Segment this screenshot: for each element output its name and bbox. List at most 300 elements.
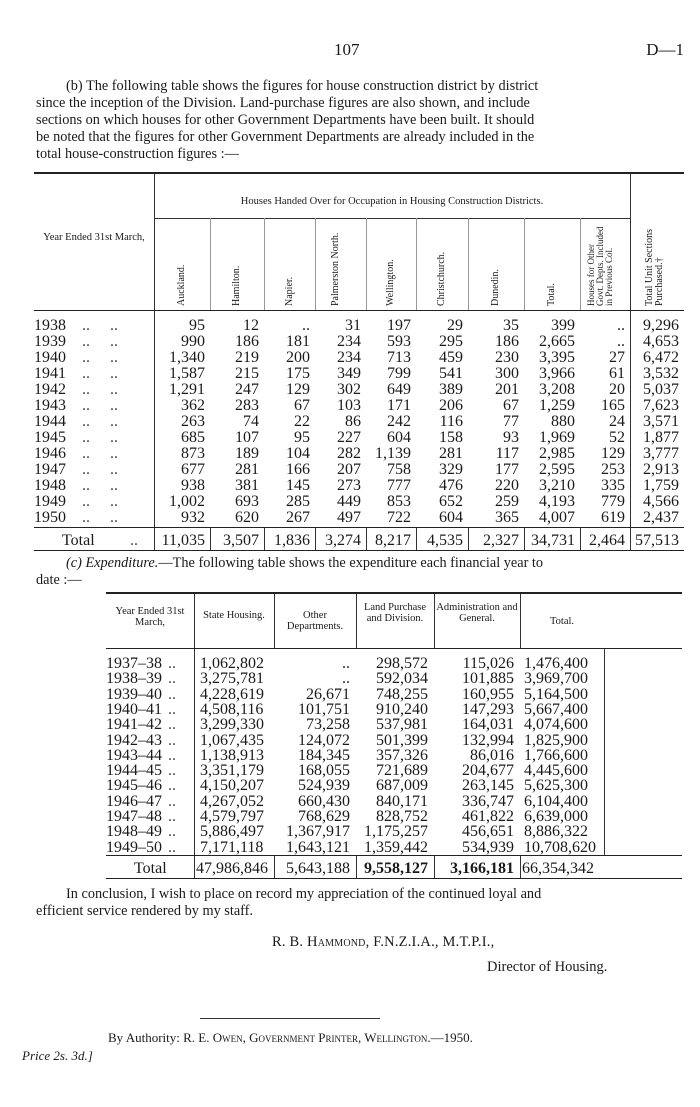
expenditure-table <box>106 592 682 879</box>
intro-line: total house-construction figures :— <box>36 146 239 162</box>
total-cell: 57,513 <box>635 532 679 549</box>
table-cell: 300 <box>495 365 519 382</box>
table-cell: 103 <box>337 397 361 414</box>
table-cell: 459 <box>439 349 463 366</box>
table-cell: 1,067,435 <box>200 731 264 749</box>
table-cell: 67 <box>503 397 519 414</box>
table-cell: 31 <box>345 317 361 334</box>
table-cell: 116 <box>439 413 463 430</box>
table-cell: 281 <box>235 461 259 478</box>
table-cell: 242 <box>387 413 411 430</box>
table-cell: 3,299,330 <box>200 716 264 734</box>
table-cell: 204,677 <box>462 762 514 780</box>
table-cell: 1,969 <box>539 429 575 446</box>
table-cell: 93 <box>503 429 519 446</box>
table-cell: 129 <box>286 381 310 398</box>
table-cell: 534,939 <box>462 838 514 856</box>
table-cell: .. <box>302 317 310 334</box>
table-cell: 129 <box>601 445 625 462</box>
table-cell: 281 <box>439 445 463 462</box>
column-header: State Housing. <box>203 610 265 621</box>
table-cell: 5,037 <box>643 381 679 398</box>
table-cell: 302 <box>337 381 361 398</box>
table-cell: 3,532 <box>643 365 679 382</box>
row-year: 1947 <box>34 461 66 478</box>
table-row: 1939–40 .. 4,228,619 26,671 748,255 160,955 5,164,500 <box>106 686 682 701</box>
table-cell: 35 <box>503 317 519 334</box>
table-cell: 1,002 <box>169 493 205 510</box>
table-cell: 799 <box>387 365 411 382</box>
table-row <box>34 509 684 525</box>
table-cell: 67 <box>294 397 310 414</box>
table-cell: 4,150,207 <box>200 777 264 795</box>
table-cell: 768,629 <box>298 808 350 825</box>
table-cell: 267 <box>286 509 310 526</box>
table-cell: 399 <box>551 317 575 334</box>
table-cell: 61 <box>609 365 625 382</box>
table-row <box>34 317 684 333</box>
document-reference: D—1 <box>646 40 684 59</box>
table-cell: 253 <box>601 461 625 478</box>
table-cell: 365 <box>495 509 519 526</box>
table-cell: 3,275,781 <box>200 670 264 688</box>
column-header: Napier. <box>283 276 295 306</box>
table-cell: 1,877 <box>643 429 679 446</box>
total-cell: 3,274 <box>325 532 361 549</box>
table-cell: 4,508,116 <box>200 700 264 718</box>
table-cell: 1,476,400 <box>524 655 588 672</box>
table-row: 1942–43 .. 1,067,435 124,072 501,399 132,994 1,825,900 <box>106 732 682 747</box>
table-cell: 3,966 <box>539 365 575 382</box>
table-cell: 7,623 <box>643 397 679 414</box>
table-cell: 4,267,052 <box>200 792 264 810</box>
table-cell: 840,171 <box>376 792 428 810</box>
table-cell: 6,104,400 <box>524 792 588 810</box>
table-cell: 95 <box>189 317 205 334</box>
table-cell: 2,985 <box>539 445 575 462</box>
row-leader: .. .. <box>82 333 118 350</box>
table-cell: 649 <box>387 381 411 398</box>
table-cell: 1,291 <box>169 381 205 398</box>
table-cell: 687,009 <box>376 777 428 795</box>
intro-paragraph <box>36 78 682 163</box>
table-cell: 27 <box>609 349 625 366</box>
table-cell: 758 <box>387 461 411 478</box>
table-cell: 6,639,000 <box>524 808 588 825</box>
row-year: 1937–38 <box>106 655 162 672</box>
row-year: 1938–39 <box>106 670 162 688</box>
table-cell: 158 <box>439 429 463 446</box>
table-cell: 145 <box>286 477 310 494</box>
table-cell: 873 <box>181 445 205 462</box>
total-cell: 3,166,181 <box>450 860 514 877</box>
conclusion-line: In conclusion, I wish to place on record my appreciation of the continued loyal and <box>66 886 542 902</box>
table-row: 1940–41 .. 4,508,116 101,751 910,240 147,293 5,667,400 <box>106 701 682 716</box>
table-cell: .. <box>342 670 350 688</box>
table-cell: 234 <box>337 349 361 366</box>
conclusion-paragraph <box>36 886 682 920</box>
column-header: Total. <box>546 283 557 306</box>
table-cell: 219 <box>235 349 259 366</box>
row-year: 1940–41 <box>106 700 162 718</box>
table-cell: 101,885 <box>462 670 514 688</box>
total-cell: 47,986,846 <box>196 860 268 877</box>
table-cell: 5,164,500 <box>524 685 588 703</box>
table-cell: 230 <box>495 349 519 366</box>
table-cell: 604 <box>387 429 411 446</box>
table-row: 1944–45 .. 3,351,179 168,055 721,689 204,677 4,445,600 <box>106 762 682 777</box>
table-cell: 4,007 <box>539 509 575 526</box>
table-cell: 389 <box>439 381 463 398</box>
row-year: 1946 <box>34 445 66 462</box>
table-cell: 263 <box>181 413 205 430</box>
total-label: Total <box>62 532 95 549</box>
table-cell: 197 <box>387 317 411 334</box>
table-cell: 880 <box>551 413 575 430</box>
row-leader: .. .. <box>82 461 118 478</box>
table-cell: 660,430 <box>298 792 350 810</box>
table-cell: 3,571 <box>643 413 679 430</box>
table-cell: 4,074,600 <box>524 716 588 734</box>
table-cell: 7,171,118 <box>200 838 264 856</box>
table-row <box>34 461 684 477</box>
table-cell: 3,210 <box>539 477 575 494</box>
intro-line: since the inception of the Division. Land-purchase figures are also shown, and include <box>36 95 530 111</box>
table-cell: 1,825,900 <box>524 731 588 749</box>
table-cell: 932 <box>181 509 205 526</box>
table-cell: 3,351,179 <box>200 762 264 780</box>
table-cell: 263,145 <box>462 777 514 795</box>
table-cell: 1,259 <box>539 397 575 414</box>
column-header: Hamilton. <box>231 265 242 306</box>
table-cell: .. <box>342 655 350 672</box>
table-cell: 779 <box>601 493 625 510</box>
row-year: 1946–47 <box>106 792 162 810</box>
table-cell: 101,751 <box>298 700 350 718</box>
column-header: Houses for Other Govt. Depts. Included in Previous Col. <box>586 226 614 306</box>
expenditure-paragraph <box>36 555 682 589</box>
table-cell: 165 <box>601 397 625 414</box>
total-cell: 2,464 <box>589 532 625 549</box>
table-cell: 722 <box>387 509 411 526</box>
table-cell: 171 <box>387 397 411 414</box>
row-year: 1943 <box>34 397 66 414</box>
column-header: Auckland. <box>176 264 187 306</box>
table-row <box>34 365 684 381</box>
table-cell: 2,595 <box>539 461 575 478</box>
table-cell: 1,175,257 <box>364 823 428 841</box>
row-year: 1941–42 <box>106 716 162 734</box>
table-cell: 247 <box>235 381 259 398</box>
table-row: 1943–44 .. 1,138,913 184,345 357,326 86,016 1,766,600 <box>106 747 682 762</box>
footer-divider <box>200 1018 380 1019</box>
column-header: Christchurch. <box>436 251 447 306</box>
row-year: 1942–43 <box>106 731 162 749</box>
total-cell: 8,217 <box>375 532 411 549</box>
table-cell: 335 <box>601 477 625 494</box>
row-year: 1949 <box>34 493 66 510</box>
district-table-header <box>34 174 684 310</box>
table-cell: 1,139 <box>375 445 411 462</box>
table-cell: 160,955 <box>462 685 514 703</box>
table-cell: 357,326 <box>376 746 428 764</box>
total-cell: 5,643,188 <box>286 860 350 877</box>
conclusion-line: efficient service rendered by my staff. <box>36 903 254 919</box>
table-cell: 201 <box>495 381 519 398</box>
table-cell: 5,625,300 <box>524 777 588 795</box>
table-cell: 449 <box>337 493 361 510</box>
table-cell: 497 <box>337 509 361 526</box>
group-header: Houses Handed Over for Occupation in Housing Construction Districts. <box>240 196 544 207</box>
row-leader: .. .. <box>82 397 118 414</box>
row-leader: .. .. <box>82 429 118 446</box>
table-cell: 177 <box>495 461 519 478</box>
row-year: 1943–44 <box>106 746 162 764</box>
table-row <box>34 397 684 413</box>
column-header: Year Ended 31st March, <box>115 606 185 628</box>
row-leader: .. .. <box>82 349 118 366</box>
signature-name: R. B. Hammond, F.N.Z.I.A., M.T.P.I., <box>272 934 495 950</box>
table-cell: 592,034 <box>376 670 428 688</box>
table-cell: 748,255 <box>376 685 428 703</box>
district-table <box>34 172 684 551</box>
table-cell: 52 <box>609 429 625 446</box>
table-cell: 938 <box>181 477 205 494</box>
table-cell: 282 <box>337 445 361 462</box>
table-cell: 10,708,620 <box>524 838 596 856</box>
table-cell: 8,886,322 <box>524 823 588 841</box>
column-header: Other Departments. <box>286 610 344 632</box>
table-cell: 910,240 <box>376 700 428 718</box>
table-cell: 2,913 <box>643 461 679 478</box>
table-cell: 9,296 <box>643 317 679 334</box>
row-year: 1941 <box>34 365 66 382</box>
row-year: 1938 <box>34 317 66 334</box>
table-cell: 220 <box>495 477 519 494</box>
table-cell: 349 <box>337 365 361 382</box>
table-cell: 73,258 <box>306 716 350 734</box>
table-cell: 4,566 <box>643 493 679 510</box>
table-cell: 1,359,442 <box>364 838 428 856</box>
row-year: 1947–48 <box>106 808 162 825</box>
table-cell: 1,759 <box>643 477 679 494</box>
total-cell: 1,836 <box>274 532 310 549</box>
table-cell: 132,994 <box>462 731 514 749</box>
table-cell: 29 <box>447 317 463 334</box>
table-cell: 200 <box>286 349 310 366</box>
table-row <box>34 381 684 397</box>
table-cell: 362 <box>181 397 205 414</box>
table-cell: 186 <box>235 333 259 350</box>
table-cell: 104 <box>286 445 310 462</box>
table-cell: 541 <box>439 365 463 382</box>
table-cell: 693 <box>235 493 259 510</box>
table-row: 1938–39 .. 3,275,781 .. 592,034 101,885 3,969,700 <box>106 670 682 685</box>
table-cell: 1,138,913 <box>200 746 264 764</box>
table-cell: 175 <box>286 365 310 382</box>
table-cell: 259 <box>495 493 519 510</box>
table-cell: 476 <box>439 477 463 494</box>
table-cell: 721,689 <box>376 762 428 780</box>
row-year: 1950 <box>34 509 66 526</box>
row-year: 1945 <box>34 429 66 446</box>
table-cell: 461,822 <box>462 808 514 825</box>
table-cell: 3,395 <box>539 349 575 366</box>
table-cell: 189 <box>235 445 259 462</box>
table-cell: 652 <box>439 493 463 510</box>
district-table-total-row: Total .. 11,035 3,507 1,836 3,274 8,217 4,535 2,327 34,731 2,464 57,513 <box>34 528 684 550</box>
table-cell: 86,016 <box>470 746 514 764</box>
table-cell: 381 <box>235 477 259 494</box>
table-cell: 4,653 <box>643 333 679 350</box>
table-cell: 713 <box>387 349 411 366</box>
signature-title: Director of Housing. <box>487 959 608 975</box>
table-cell: 1,340 <box>169 349 205 366</box>
table-cell: 24 <box>609 413 625 430</box>
table-cell: 685 <box>181 429 205 446</box>
column-header: Total. <box>549 616 575 627</box>
table-cell: 95 <box>294 429 310 446</box>
table-row: 1946–47 .. 4,267,052 660,430 840,171 336,747 6,104,400 <box>106 793 682 808</box>
table-cell: 107 <box>235 429 259 446</box>
row-leader: .. .. <box>82 477 118 494</box>
row-leader: .. .. <box>82 317 118 334</box>
row-year: 1945–46 <box>106 777 162 795</box>
total-cell: 2,327 <box>483 532 519 549</box>
table-row: 1937–38 .. 1,062,802 .. 298,572 115,026 1,476,400 <box>106 655 682 670</box>
table-cell: 3,969,700 <box>524 670 588 688</box>
total-label: Total <box>134 860 167 877</box>
table-cell: 207 <box>337 461 361 478</box>
total-cell: 4,535 <box>427 532 463 549</box>
table-cell: 215 <box>235 365 259 382</box>
table-cell: 285 <box>286 493 310 510</box>
row-leader: .. .. <box>82 509 118 526</box>
total-cell: 34,731 <box>531 532 575 549</box>
district-table-body <box>34 317 684 527</box>
table-cell: 4,193 <box>539 493 575 510</box>
price-note: Price 2s. 3d.] <box>22 1048 93 1063</box>
table-cell: 147,293 <box>462 700 514 718</box>
table-cell: 3,777 <box>643 445 679 462</box>
table-row <box>34 493 684 509</box>
table-cell: 1,587 <box>169 365 205 382</box>
table-cell: 12 <box>243 317 259 334</box>
table-row <box>34 349 684 365</box>
expenditure-table-body <box>106 655 682 855</box>
table-cell: 74 <box>243 413 259 430</box>
table-cell: 5,667,400 <box>524 700 588 718</box>
row-year: 1948 <box>34 477 66 494</box>
expenditure-table-header <box>106 594 682 648</box>
table-cell: 1,643,121 <box>286 838 350 856</box>
table-cell: 524,939 <box>298 777 350 795</box>
table-cell: 777 <box>387 477 411 494</box>
table-cell: .. <box>617 333 625 350</box>
table-cell: 1,766,600 <box>524 746 588 764</box>
table-row <box>34 429 684 445</box>
expenditure-line2: date :— <box>36 572 82 588</box>
expenditure-table-total-row <box>106 856 682 878</box>
authority-prefix: By Authority: <box>108 1030 180 1045</box>
table-cell: 2,665 <box>539 333 575 350</box>
table-cell: 184,345 <box>298 746 350 764</box>
expenditure-label: (c) Expenditure. <box>66 555 159 571</box>
table-cell: 164,031 <box>462 716 514 734</box>
year-column-header: Year Ended 31st March, <box>43 232 145 243</box>
total-cell: 66,354,342 <box>522 860 594 877</box>
table-cell: 2,437 <box>643 509 679 526</box>
table-cell: 1,062,802 <box>200 655 264 672</box>
table-cell: 537,981 <box>376 716 428 734</box>
table-cell: 298,572 <box>376 655 428 672</box>
table-cell: 5,886,497 <box>200 823 264 841</box>
table-cell: 501,399 <box>376 731 428 749</box>
row-year: 1940 <box>34 349 66 366</box>
table-cell: 456,651 <box>462 823 514 841</box>
table-cell: 283 <box>235 397 259 414</box>
row-year: 1939–40 <box>106 685 162 703</box>
row-leader: .. .. <box>82 413 118 430</box>
authority-text: R. E. Owen, Government Printer, Wellington.—1950. <box>183 1030 473 1045</box>
table-cell: .. <box>617 317 625 334</box>
row-year: 1939 <box>34 333 66 350</box>
table-cell: 26,671 <box>306 685 350 703</box>
table-cell: 4,579,797 <box>200 808 264 825</box>
intro-line: (b) The following table shows the figures for house construction district by district <box>66 78 539 94</box>
table-cell: 990 <box>181 333 205 350</box>
column-header: Land Purchase and Division. <box>363 602 427 624</box>
total-cell: 3,507 <box>223 532 259 549</box>
table-row <box>34 477 684 493</box>
table-row: 1941–42 .. 3,299,330 73,258 537,981 164,031 4,074,600 <box>106 716 682 731</box>
table-cell: 4,228,619 <box>200 685 264 703</box>
table-row: 1947–48 .. 4,579,797 768,629 828,752 461,822 6,639,000 <box>106 808 682 823</box>
row-year: 1944–45 <box>106 762 162 780</box>
table-cell: 4,445,600 <box>524 762 588 780</box>
table-row: 1949–50 .. 7,171,118 1,643,121 1,359,442 534,939 10,708,620 <box>106 839 682 854</box>
table-row <box>34 413 684 429</box>
column-header: Total Unit Sections Purchased.† <box>644 228 665 306</box>
table-cell: 273 <box>337 477 361 494</box>
row-year: 1942 <box>34 381 66 398</box>
column-header: Wellington. <box>385 259 396 306</box>
table-row: 1948–49 .. 5,886,497 1,367,917 1,175,257 456,651 8,886,322 <box>106 823 682 838</box>
table-cell: 166 <box>286 461 310 478</box>
table-cell: 186 <box>495 333 519 350</box>
table-cell: 206 <box>439 397 463 414</box>
table-cell: 115,026 <box>462 655 514 672</box>
table-cell: 117 <box>495 445 519 462</box>
intro-line: sections on which houses for other Government Departments have been built. It should <box>36 112 535 128</box>
table-cell: 20 <box>609 381 625 398</box>
table-row <box>34 333 684 349</box>
authority-line <box>108 1030 473 1046</box>
table-cell: 853 <box>387 493 411 510</box>
row-leader: .. .. <box>82 365 118 382</box>
table-cell: 181 <box>286 333 310 350</box>
table-cell: 168,055 <box>298 762 350 780</box>
table-cell: 227 <box>337 429 361 446</box>
row-year: 1944 <box>34 413 66 430</box>
column-header: Palmerston North. <box>329 232 341 306</box>
row-leader: .. .. <box>82 493 118 510</box>
row-leader: .. .. <box>82 381 118 398</box>
total-cell: 9,558,127 <box>364 860 428 877</box>
total-cell: 11,035 <box>161 532 205 549</box>
table-cell: 336,747 <box>462 792 514 810</box>
table-cell: 593 <box>387 333 411 350</box>
